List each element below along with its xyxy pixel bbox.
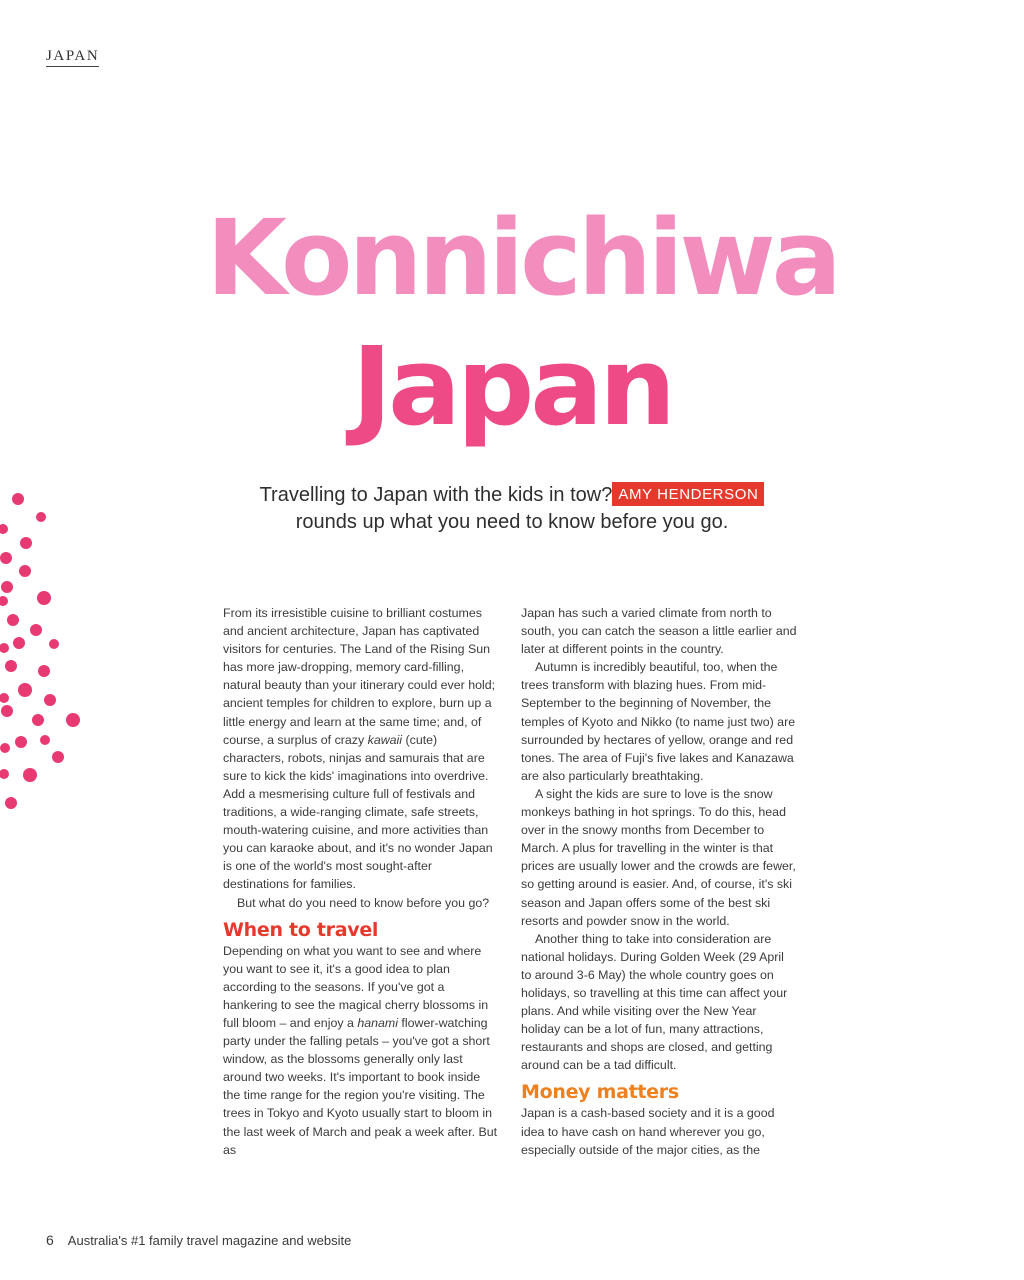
footer-tagline: Australia's #1 family travel magazine and website (67, 1233, 352, 1248)
standfirst-tail: rounds up what you need to know before you go. (295, 511, 729, 533)
autumn-paragraph: Autumn is incredibly beautiful, too, when the trees transform with blazing hues. From mid-September to the beginning of November, the temples of Kyoto and Nikko (to name just two) are surrounded by hectares of yellow, orange and red tones. The area of Fuji's five lakes and Kanazawa are also particularly breathtaking. (521, 660, 796, 783)
dot (19, 565, 31, 577)
page-footer (46, 1232, 351, 1248)
holidays-paragraph: Another thing to take into consideration are national holidays. During Golden Week (29 April to around 3-6 May) the whole country goes on holidays, so travelling at this time can affect your plans. And while visiting over the New Year holiday can be a lot of fun, many attractions, restaurants and shops are closed, and getting around can be a tad difficult. (521, 931, 788, 1073)
headline-line-2: Japan (351, 325, 673, 450)
dot (52, 751, 64, 763)
dot (66, 713, 80, 727)
dot (12, 493, 24, 505)
standfirst (0, 482, 1024, 536)
left-column (223, 604, 499, 1159)
intro-paragraph: From its irresistible cuisine to brilliant costumes and ancient architecture, Japan has captivated visitors for centuries. The Land of the Rising Sun has more jaw-dropping, memory card-filling, natural beauty than your itinerary could ever hold; ancient temples for children to explore, burn up a little energy and learn at the same time; and, of course, a surplus of crazy kawaii (cute) characters, robots, ninjas and samurais that are sure to kick the kids' imaginations into overdrive. Add a mesmerising culture full of festivals and traditions, a wide-ranging climate, safe streets, mouth-watering cuisine, and more activities than you can karaoke about, and it's no wonder Japan is one of the world's most sought-after destinations for families. (223, 606, 496, 892)
dot (49, 639, 59, 649)
dot (0, 769, 9, 779)
author-byline: AMY HENDERSON (612, 482, 764, 506)
dot (0, 524, 8, 534)
dot (15, 736, 27, 748)
dot (30, 624, 42, 636)
dot (20, 537, 32, 549)
dot (0, 693, 9, 703)
dot (0, 643, 9, 653)
dot (5, 797, 17, 809)
snow-monkeys-paragraph: A sight the kids are sure to love is the snow monkeys bathing in hot springs. To do this, head over in the snowy months from December to March. A plus for travelling in the winter is that prices are usually lower and the crowds are fewer, so getting around is easier. And, of course, it's ski season and Japan offers some of the best ski resorts and powder snow in the world. (521, 786, 796, 928)
dot (37, 591, 51, 605)
dot (0, 552, 12, 564)
decorative-dots (0, 480, 100, 820)
section-tag: JAPAN (46, 47, 99, 67)
dot (1, 581, 13, 593)
dot (18, 683, 32, 697)
climate-paragraph: Japan has such a varied climate from north to south, you can catch the season a little earlier and later at different points in the country. (521, 606, 797, 657)
dot (32, 714, 44, 726)
dot (23, 768, 37, 782)
dot (44, 694, 56, 706)
dot (0, 743, 10, 753)
page-number: 6 (46, 1232, 54, 1248)
heading-when-to-travel: When to travel (223, 918, 379, 941)
dot (5, 660, 17, 672)
right-column (521, 604, 797, 1159)
dot (1, 705, 13, 717)
headline-line-1: Konnichiwa (206, 197, 838, 319)
standfirst-lead: Travelling to Japan with the kids in tow? (259, 484, 613, 506)
intro-paragraph-2: But what do you need to know before you go? (237, 895, 490, 910)
dot (7, 614, 19, 626)
dot (40, 735, 50, 745)
when-paragraph: Depending on what you want to see and where you want to see it, it's a good idea to plan according to the seasons. If you've got a hankering to see the magical cherry blossoms in full bloom – and enjoy a hanami flower-watching party under the falling petals – you've got a short window, as the blossoms generally only last around two weeks. It's important to book inside the time range for the region you're visiting. The trees in Tokyo and Kyoto usually start to bloom in the last week of March and peak a week after. But as (223, 943, 498, 1157)
dot (0, 596, 8, 606)
money-paragraph: Japan is a cash-based society and it is a good idea to have cash on hand wherever you go, especially outside of the major cities, as the (521, 1106, 775, 1157)
heading-money-matters: Money matters (521, 1081, 679, 1104)
dot (13, 637, 25, 649)
dot (38, 665, 50, 677)
dot (36, 512, 46, 522)
